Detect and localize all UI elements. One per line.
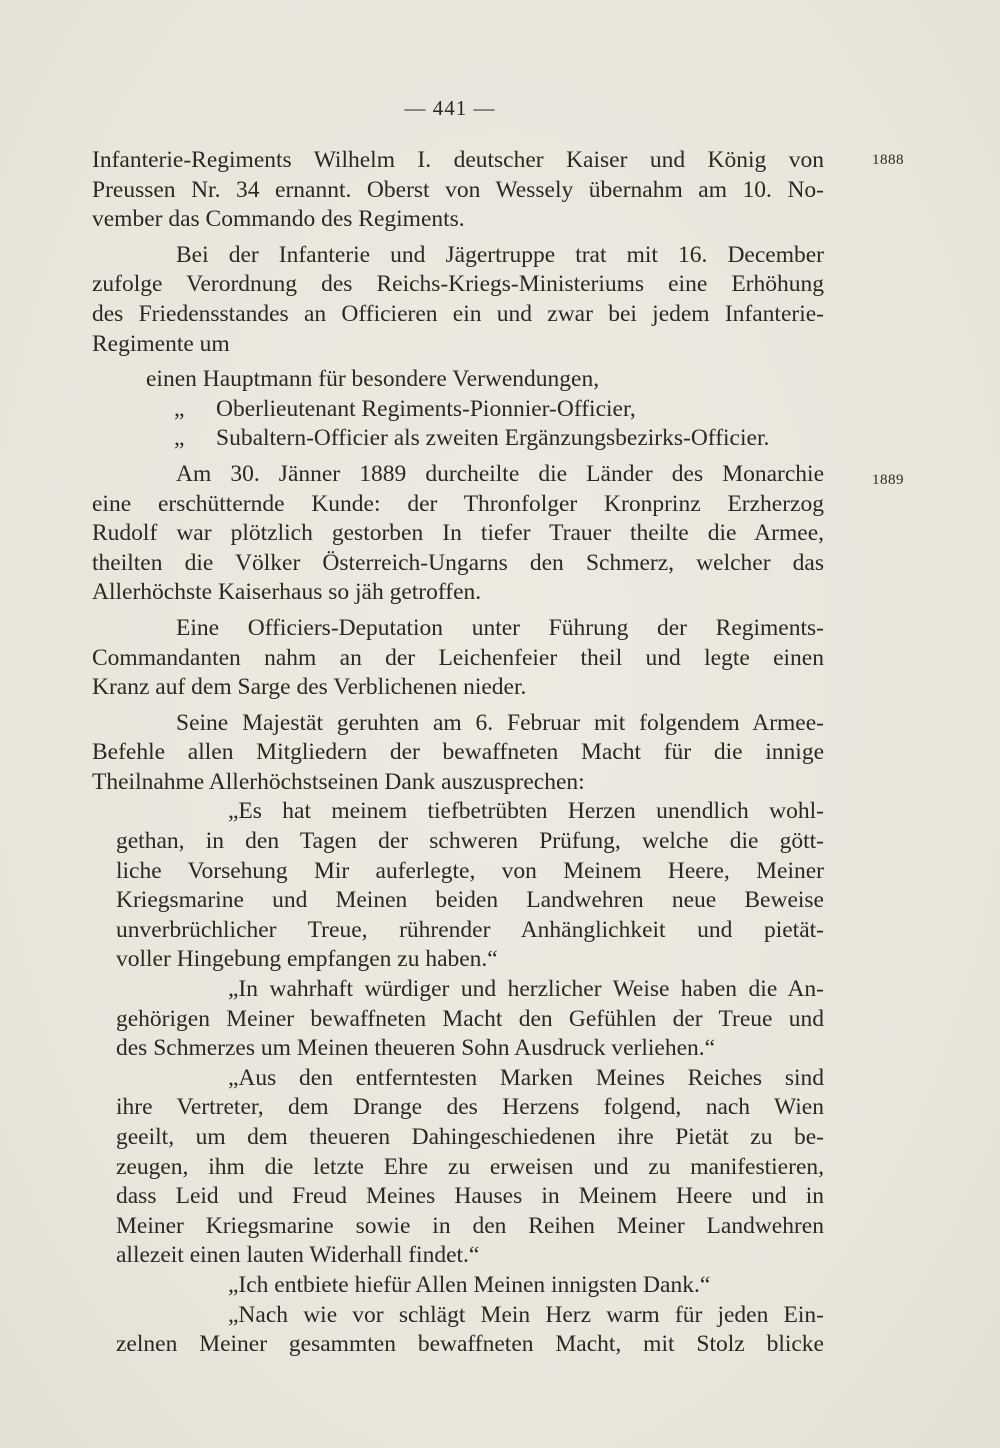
text-line: gehörigen Meiner bewaffneten Macht den Gefühlen der Treue und: [116, 1005, 824, 1032]
paragraph-army-order: [92, 709, 824, 798]
text-line: Rudolf war plötzlich gestorben In tiefer Trauer theilte die Armee,: [92, 520, 824, 547]
text-line: „Nach wie vor schlägt Mein Herz warm für jeden Ein-: [228, 1301, 824, 1328]
text-line: „Es hat meinem tiefbetrübten Herzen unendlich wohl-: [228, 798, 824, 825]
paragraph-deputation: [92, 614, 824, 703]
margin-year-1889: 1889: [872, 472, 904, 488]
text-line: des Schmerzes um Meinen theueren Sohn Ausdruck verliehen.“: [116, 1035, 716, 1062]
body-text: [92, 146, 824, 1360]
text-line: Seine Majestät geruhten am 6. Februar mit folgendem Armee-: [176, 709, 824, 736]
text-line: ihre Vertreter, dem Drange des Herzens folgend, nach Wien: [116, 1094, 824, 1121]
text-line: Kranz auf dem Sarge des Verblichenen nieder.: [92, 674, 527, 701]
text-line: zeugen, ihm die letzte Ehre zu erweisen und zu manifestieren,: [116, 1153, 824, 1180]
imperial-quotation: [116, 797, 824, 1359]
text-line: liche Vorsehung Mir auferlegte, von Meinem Heere, Meiner: [116, 857, 824, 884]
text-line: unverbrüchlicher Treue, rührender Anhänglichkeit und pietät-: [116, 916, 824, 943]
text-line: vember das Commando des Regiments.: [92, 206, 465, 233]
list-item-text: einen Hauptmann für besondere Verwendungen,: [146, 366, 600, 393]
text-line: Regimente um: [92, 330, 230, 357]
text-line: Infanterie-Regiments Wilhelm I. deutscher Kaiser und König von: [92, 147, 824, 173]
list-item: [92, 365, 824, 395]
text-line: voller Hingebung empfangen zu haben.“: [116, 946, 498, 973]
quote-paragraph: [116, 975, 824, 1064]
list-item-text: Oberlieutenant Regiments-Pionnier-Officier,: [216, 395, 636, 422]
text-line: Theilnahme Allerhöchstseinen Dank auszusprechen:: [92, 768, 585, 795]
quote-paragraph: [116, 1271, 824, 1301]
ditto-mark: „: [174, 425, 185, 452]
paragraph-regiment-appointment: [92, 146, 824, 235]
page-number: — 441 —: [404, 96, 496, 120]
text-line: Kriegsmarine und Meinen beiden Landwehren neue Beweise: [116, 887, 824, 914]
list-item: [92, 395, 824, 425]
margin-year-1888: 1888: [872, 152, 904, 168]
text-line: „In wahrhaft würdiger und herzlicher Weise haben die An-: [228, 976, 824, 1003]
text-line: geeilt, um dem theueren Dahingeschiedenen ihre Pietät zu be-: [116, 1124, 824, 1150]
text-line: eine erschütternde Kunde: der Thronfolger Kronprinz Erzherzog: [92, 490, 824, 517]
text-line: Bei der Infanterie und Jägertruppe trat mit 16. December: [176, 241, 824, 268]
list-item: [92, 424, 824, 454]
text-line: zelnen Meiner gesammten bewaffneten Macht, mit Stolz blicke: [116, 1331, 824, 1358]
quote-paragraph: [116, 1301, 824, 1360]
ditto-mark: „: [174, 395, 185, 422]
paragraph-officer-increase: [92, 241, 824, 359]
text-line: gethan, in den Tagen der schweren Prüfung, welche die gött-: [116, 828, 824, 855]
text-line: des Friedensstandes an Officieren ein und zwar bei jedem Infanterie-: [92, 300, 824, 327]
list-item-text: Subaltern-Officier als zweiten Ergänzungsbezirks-Officier.: [216, 425, 770, 452]
quote-paragraph: [116, 1064, 824, 1271]
paragraph-crown-prince-death: [92, 460, 824, 608]
quote-paragraph: [116, 797, 824, 975]
officer-list: [92, 365, 824, 454]
text-line: Am 30. Jänner 1889 durcheilte die Länder des Monarchie: [176, 460, 824, 487]
text-line: „Aus den entferntesten Marken Meines Reiches sind: [228, 1064, 824, 1091]
text-line: zufolge Verordnung des Reichs-Kriegs-Ministeriums eine Erhöhung: [92, 271, 824, 298]
text-line: Preussen Nr. 34 ernannt. Oberst von Wessely übernahm am 10. No-: [92, 176, 824, 203]
text-line: Commandanten nahm an der Leichenfeier theil und legte einen: [92, 644, 824, 671]
text-line: Eine Officiers-Deputation unter Führung der Regiments-: [176, 614, 824, 641]
text-line: dass Leid und Freud Meines Hauses in Meinem Heere und in: [116, 1183, 824, 1210]
text-line: allezeit einen lauten Widerhall findet.“: [116, 1242, 480, 1269]
text-line: Befehle allen Mitgliedern der bewaffneten Macht für die innige: [92, 739, 824, 766]
text-line: Allerhöchste Kaiserhaus so jäh getroffen.: [92, 579, 482, 606]
text-line: theilten die Völker Österreich-Ungarns den Schmerz, welcher das: [92, 549, 824, 576]
text-line: Meiner Kriegsmarine sowie in den Reihen Meiner Landwehren: [116, 1212, 824, 1239]
text-line: „Ich entbiete hiefür Allen Meinen innigsten Dank.“: [228, 1271, 711, 1298]
